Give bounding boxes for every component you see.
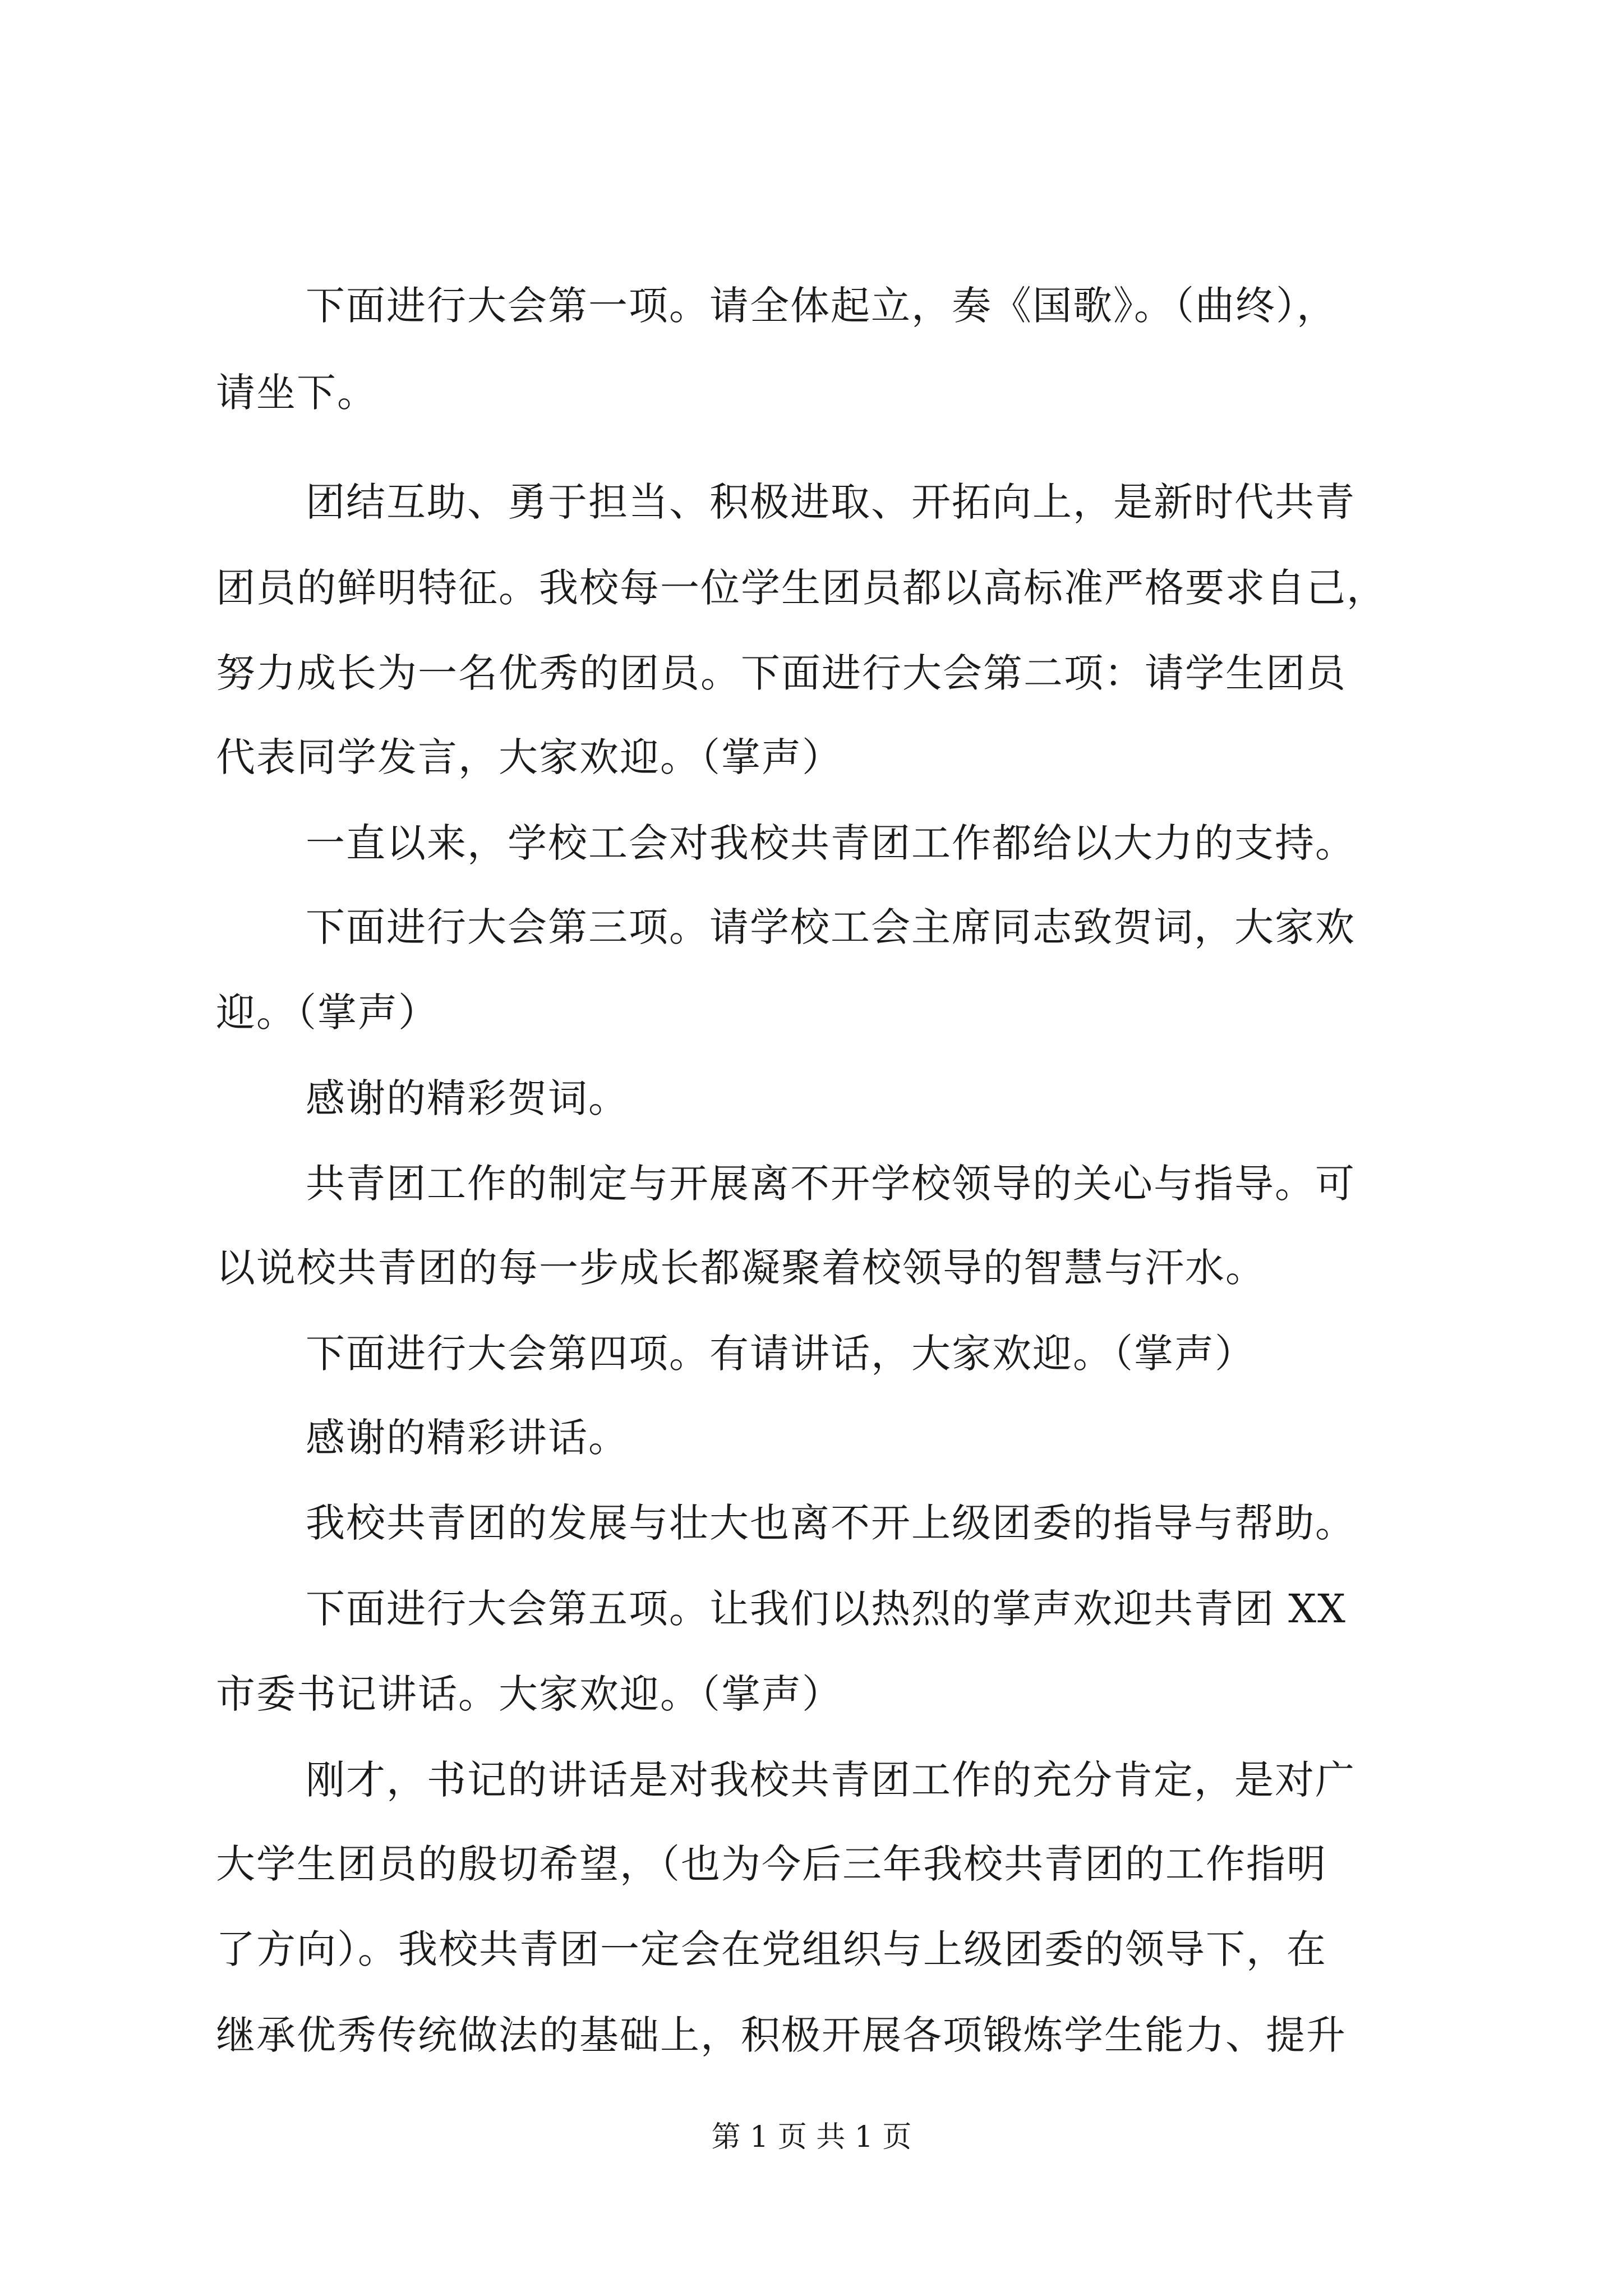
text-line: 代表同学发言，大家欢迎。（掌声） (216, 734, 842, 780)
text-line: 以说校共青团的每一步成长都凝聚着校领导的智慧与汗水。 (216, 1245, 1266, 1291)
text-line: 刚才，书记的讲话是对我校共青团工作的充分肯定，是对广 (306, 1757, 1355, 1803)
text-line: 团员的鲜明特征。我校每一位学生团员都以高标准严格要求自己， (216, 565, 1387, 611)
text-line: 下面进行大会第一项。请全体起立，奏《国歌》。（曲终）， (306, 283, 1337, 329)
text-line: 下面进行大会第四项。有请讲话，大家欢迎。（掌声） (306, 1331, 1255, 1377)
text-line: 迎。（掌声） (216, 990, 439, 1036)
text-line: 下面进行大会第五项。让我们以热烈的掌声欢迎共青团 XX (306, 1586, 1347, 1632)
text-line: 了方向）。我校共青团一定会在党组织与上级团委的领导下，在 (216, 1926, 1327, 1972)
text-line: 请坐下。 (216, 370, 377, 416)
text-line: 继承优秀传统做法的基础上，积极开展各项锻炼学生能力、提升 (216, 2012, 1347, 2058)
text-line: 我校共青团的发展与壮大也离不开上级团委的指导与帮助。 (306, 1500, 1355, 1546)
text-line: 努力成长为一名优秀的团员。下面进行大会第二项：请学生团员 (216, 650, 1347, 696)
text-line: 感谢的精彩讲话。 (306, 1415, 629, 1461)
page-number-footer: 第 1 页 共 1 页 (711, 2120, 912, 2154)
text-line: 感谢的精彩贺词。 (306, 1075, 629, 1121)
text-line: 市委书记讲话。大家欢迎。（掌声） (216, 1671, 842, 1717)
text-line: 共青团工作的制定与开展离不开学校领导的关心与指导。可 (306, 1161, 1355, 1207)
text-line: 团结互助、勇于担当、积极进取、开拓向上，是新时代共青 (306, 479, 1355, 525)
text-line: 大学生团员的殷切希望，（也为今后三年我校共青团的工作指明 (216, 1841, 1327, 1887)
text-line: 下面进行大会第三项。请学校工会主席同志致贺词，大家欢 (306, 904, 1355, 950)
text-line: 一直以来，学校工会对我校共青团工作都给以大力的支持。 (306, 820, 1355, 866)
